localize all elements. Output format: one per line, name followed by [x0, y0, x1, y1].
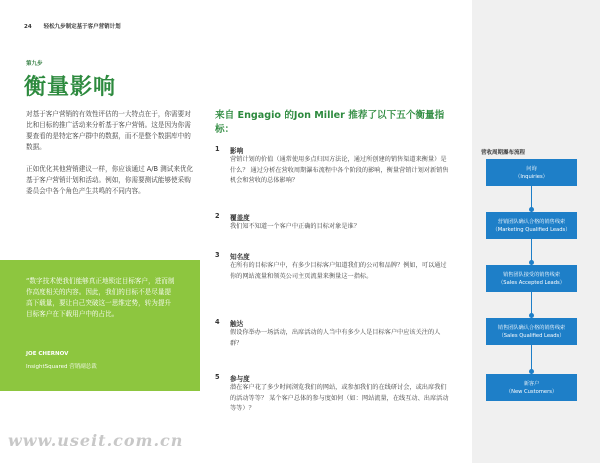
funnel-stage-en: （Inquiries） [515, 173, 548, 180]
funnel-stage-sal [486, 265, 577, 292]
metric-number: 2 [215, 212, 220, 220]
funnel-stage-en: （Marketing Qualified Leads） [492, 226, 571, 233]
metric-title: 影响 [230, 147, 244, 155]
metric-number: 1 [215, 145, 220, 153]
metric-desc: 潜在客户花了多少时间浏览我们的网站，或参加我们的在线研讨会，或出席我们的活动等等？ 某个客户总体的参与度如何（如：网站流量，在线互动、出席活动等等）？ [230, 384, 449, 412]
quote-org: InsightSquared 营销副总裁 [26, 364, 97, 370]
page-header [24, 22, 121, 30]
metric-title: 覆盖度 [230, 214, 250, 222]
metric-desc: 假设你举办一场活动，出席活动的人当中有多少人是目标客户中应该关注的人群？ [230, 329, 441, 347]
metric-number: 5 [215, 373, 220, 381]
page-title: 衡量影响 [24, 75, 117, 100]
funnel-stage-cn: 销售团队接受的销售线索 [502, 271, 561, 278]
funnel-stage-en: （Sales Accepted Leads） [498, 279, 565, 286]
funnel-stage-inquiries [486, 159, 577, 186]
intro-paragraph: 对基于客户营销的有效性评估的一大特点在于，你需要对比和目标的推广活动来分析基于客户营销。这是因为你需要查看的是特定客户群中的数据，而不是整个数据库中的数据。 [26, 110, 191, 151]
ab-test-paragraph: 正如优化其他营销建议一样，你应该通过 A/B 测试来优化基于客户营销计划和活动。例如，你需要测试能够使采购委员会中各个角色产生共鸣的不同内容。 [26, 165, 194, 195]
metric-desc: 在所有的目标客户中，有多少目标客户知道我们的公司和品牌？例如，可以通过你的网站流量和领英公司主页流量来衡量这一指标。 [230, 262, 447, 280]
funnel-stage-cn: 问询 [526, 165, 537, 172]
funnel-title: 营收周期瀑布流程 [481, 150, 526, 156]
metric-title: 触达 [230, 320, 244, 328]
metric-number: 3 [215, 251, 220, 259]
funnel-stage-mql [486, 212, 577, 239]
funnel-stage-sql [486, 318, 577, 345]
funnel-stage-en: （New Customers） [505, 388, 558, 395]
funnel-stage-cn: 新客户 [523, 380, 540, 387]
metric-title: 知名度 [230, 253, 250, 261]
funnel-stage-cn: 营销团队确认合格的销售线索 [497, 218, 566, 225]
step-label: 第九步 [26, 61, 43, 67]
metric-number: 4 [215, 318, 220, 326]
funnel-stage-en: （Sales Qualified Leads） [498, 332, 565, 339]
page-number: 24 [24, 24, 32, 30]
doc-title: 轻松九步制定基于客户营销计划 [43, 24, 121, 30]
quote-author: JOE CHERNOV [26, 351, 69, 357]
watermark: www.useit.com.cn [8, 431, 184, 450]
metric-desc: 我们知不知道一个客户中正确的目标对象是谁？ [230, 223, 360, 230]
funnel-stage-new-customers [486, 374, 577, 401]
funnel-stage-cn: 销售团队确认合格的销售线索 [497, 324, 566, 331]
metric-title: 参与度 [230, 375, 250, 383]
metric-desc: 营销计划的价值（通常使用多点归因方法论，通过所创建的销售渠道来衡量）是什么？ 通过分析在营收周期瀑布流程中各个阶段的影响，衡量营销计划对新销售机会和营收的总体影响？ [230, 156, 449, 184]
metrics-heading: 来自 Engagio 的Jon Miller 推荐了以下五个衡量指标： [215, 110, 445, 135]
quote-text: “数字技术使我们能够真正地锁定目标客户，进而制作高度相关的内容。因此，我们的目标不是尽量提高下载量，要让自己突破这一思维定势，转为提升目标客户在下载用户中的占比。 [26, 277, 175, 318]
